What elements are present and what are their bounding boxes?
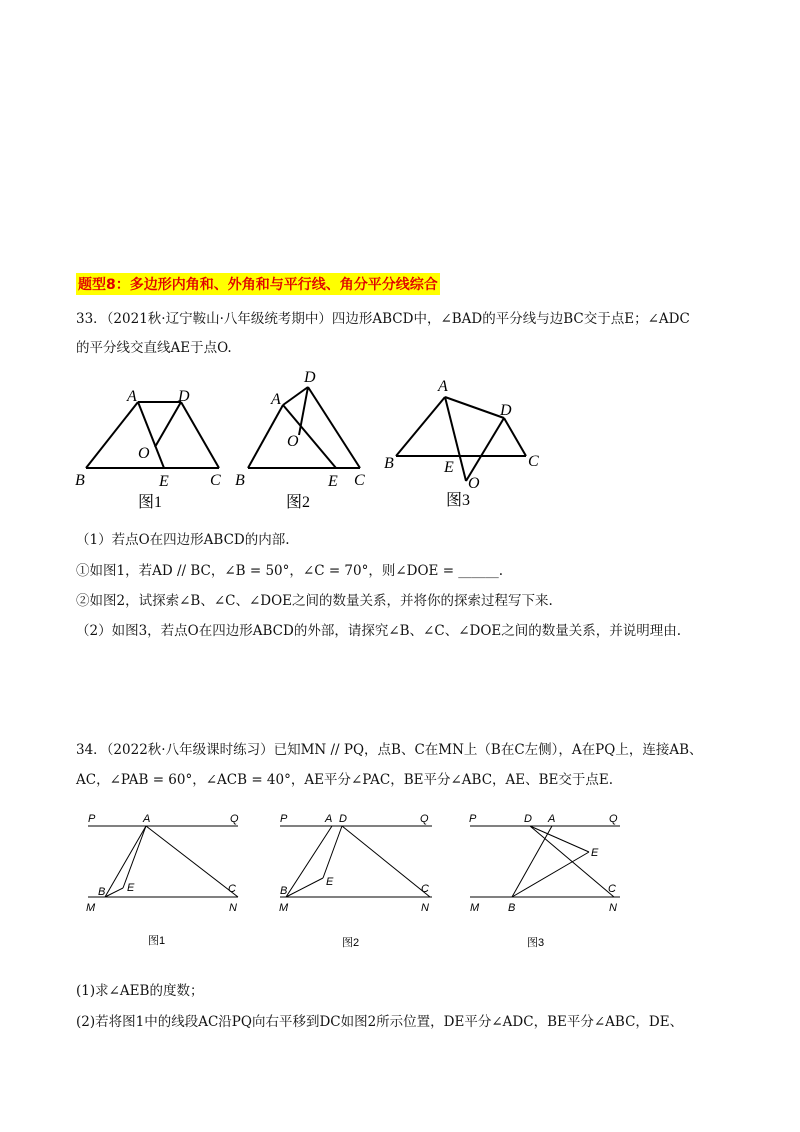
q34-fig2-label-p: P <box>280 813 288 825</box>
fig1-caption: 图1 <box>138 494 163 511</box>
fig2-caption: 图2 <box>286 494 311 511</box>
q33-part1b: ②如图2，试探索∠B、∠C、∠DOE之间的数量关系，并将你的探索过程写下来. <box>76 593 553 609</box>
fig2-label-a: A <box>271 391 281 408</box>
q34-fig2-label-q: Q <box>420 813 429 825</box>
fig2-label-c: C <box>354 472 365 489</box>
fig1-label-o: O <box>138 445 150 462</box>
q34-figure-2-labels <box>279 813 429 949</box>
q34-part1: (1)求∠AEB的度数； <box>76 983 204 999</box>
q34-fig1-label-e: E <box>127 882 135 894</box>
q34-fig3-label-a: A <box>548 813 556 825</box>
q34-fig2-label-m: M <box>279 902 289 914</box>
q33-line1: 33．（2021秋·辽宁鞍山·八年级统考期中）四边形ABCD中，∠BAD的平分线与边BC交于点E；∠ADC <box>76 311 690 327</box>
q34-fig1-label-m: M <box>86 902 96 914</box>
fig3-label-c: C <box>528 453 539 470</box>
q34-fig1-label-b: B <box>98 886 106 898</box>
q34-fig3-label-d: D <box>524 813 532 825</box>
q34-fig1-label-q: Q <box>230 813 239 825</box>
q33-figure-2-labels <box>235 369 365 511</box>
fig1-label-c: C <box>210 472 221 489</box>
q34-fig1-label-a: A <box>143 813 151 825</box>
fig2-label-d: D <box>304 369 316 386</box>
q33-part2: （2）如图3，若点O在四边形ABCD的外部，请探究∠B、∠C、∠DOE之间的数量关系，并说明理由. <box>76 623 682 639</box>
q34-part2: (2)若将图1中的线段AC沿PQ向右平移到DC如图2所示位置，DE平分∠ADC，BE平分∠ABC，DE、 <box>76 1014 684 1030</box>
q33-part1a: ①如图1，若AD // BC，∠B = 50°，∠C = 70°，则∠DOE = ______. <box>76 563 504 579</box>
q33-part1: （1）若点O在四边形ABCD的内部. <box>76 532 290 548</box>
fig3-label-e: E <box>444 459 454 476</box>
q34-fig1-label-c: C <box>228 883 236 895</box>
q34-fig3-label-p: P <box>469 813 477 825</box>
fig2-label-o: O <box>287 433 299 450</box>
q34-figure-2 <box>280 826 432 897</box>
q34-fig3-label-n: N <box>609 902 617 914</box>
fig3-label-b: B <box>384 455 394 472</box>
q34-fig3-label-b: B <box>508 902 516 914</box>
q34-line1: 34．（2022秋·八年级课时练习）已知MN // PQ，点B、C在MN上（B在C左侧），A在PQ上，连接AB、 <box>76 742 703 758</box>
q34-fig2-label-e: E <box>326 876 334 888</box>
q34-fig2-caption: 图2 <box>342 937 360 949</box>
q34-fig1-caption: 图1 <box>148 935 166 947</box>
section-heading: 题型8：多边形内角和、外角和与平行线、角分平分线综合 <box>76 273 440 295</box>
q34-figure-1 <box>88 826 238 897</box>
q34-figure-3 <box>470 826 620 897</box>
fig3-label-d: D <box>500 402 512 419</box>
q34-fig2-label-a: A <box>325 813 333 825</box>
fig3-caption: 图3 <box>446 492 471 509</box>
q34-figures <box>80 808 640 958</box>
q34-fig1-label-p: P <box>88 813 96 825</box>
q34-fig3-label-c: C <box>608 883 616 895</box>
fig3-label-o: O <box>468 475 480 492</box>
q33-figures <box>70 365 550 515</box>
fig1-label-b: B <box>75 472 85 489</box>
fig1-label-a: A <box>127 388 137 405</box>
q34-fig3-label-m: M <box>470 902 480 914</box>
q34-fig3-label-q: Q <box>609 813 618 825</box>
q33-figure-2 <box>248 387 360 468</box>
q33-figure-1 <box>86 402 219 468</box>
q34-fig3-caption: 图3 <box>527 937 545 949</box>
q34-fig2-label-b: B <box>280 885 288 897</box>
q34-fig2-label-c: C <box>421 883 429 895</box>
fig2-label-b: B <box>235 472 245 489</box>
fig2-label-e: E <box>328 473 338 490</box>
fig1-label-e: E <box>159 473 169 490</box>
q34-line2: AC，∠PAB = 60°，∠ACB = 40°，AE平分∠PAC，BE平分∠ABC，AE、BE交于点E. <box>76 772 614 788</box>
q34-fig2-label-n: N <box>421 902 429 914</box>
fig1-label-d: D <box>178 388 190 405</box>
q34-fig1-label-n: N <box>229 902 237 914</box>
q33-line2: 的平分线交直线AE于点O. <box>76 340 232 356</box>
q34-fig2-label-d: D <box>339 813 347 825</box>
fig3-label-a: A <box>438 378 448 395</box>
q33-figure-1-labels <box>75 388 221 511</box>
q34-fig3-label-e: E <box>591 847 599 859</box>
